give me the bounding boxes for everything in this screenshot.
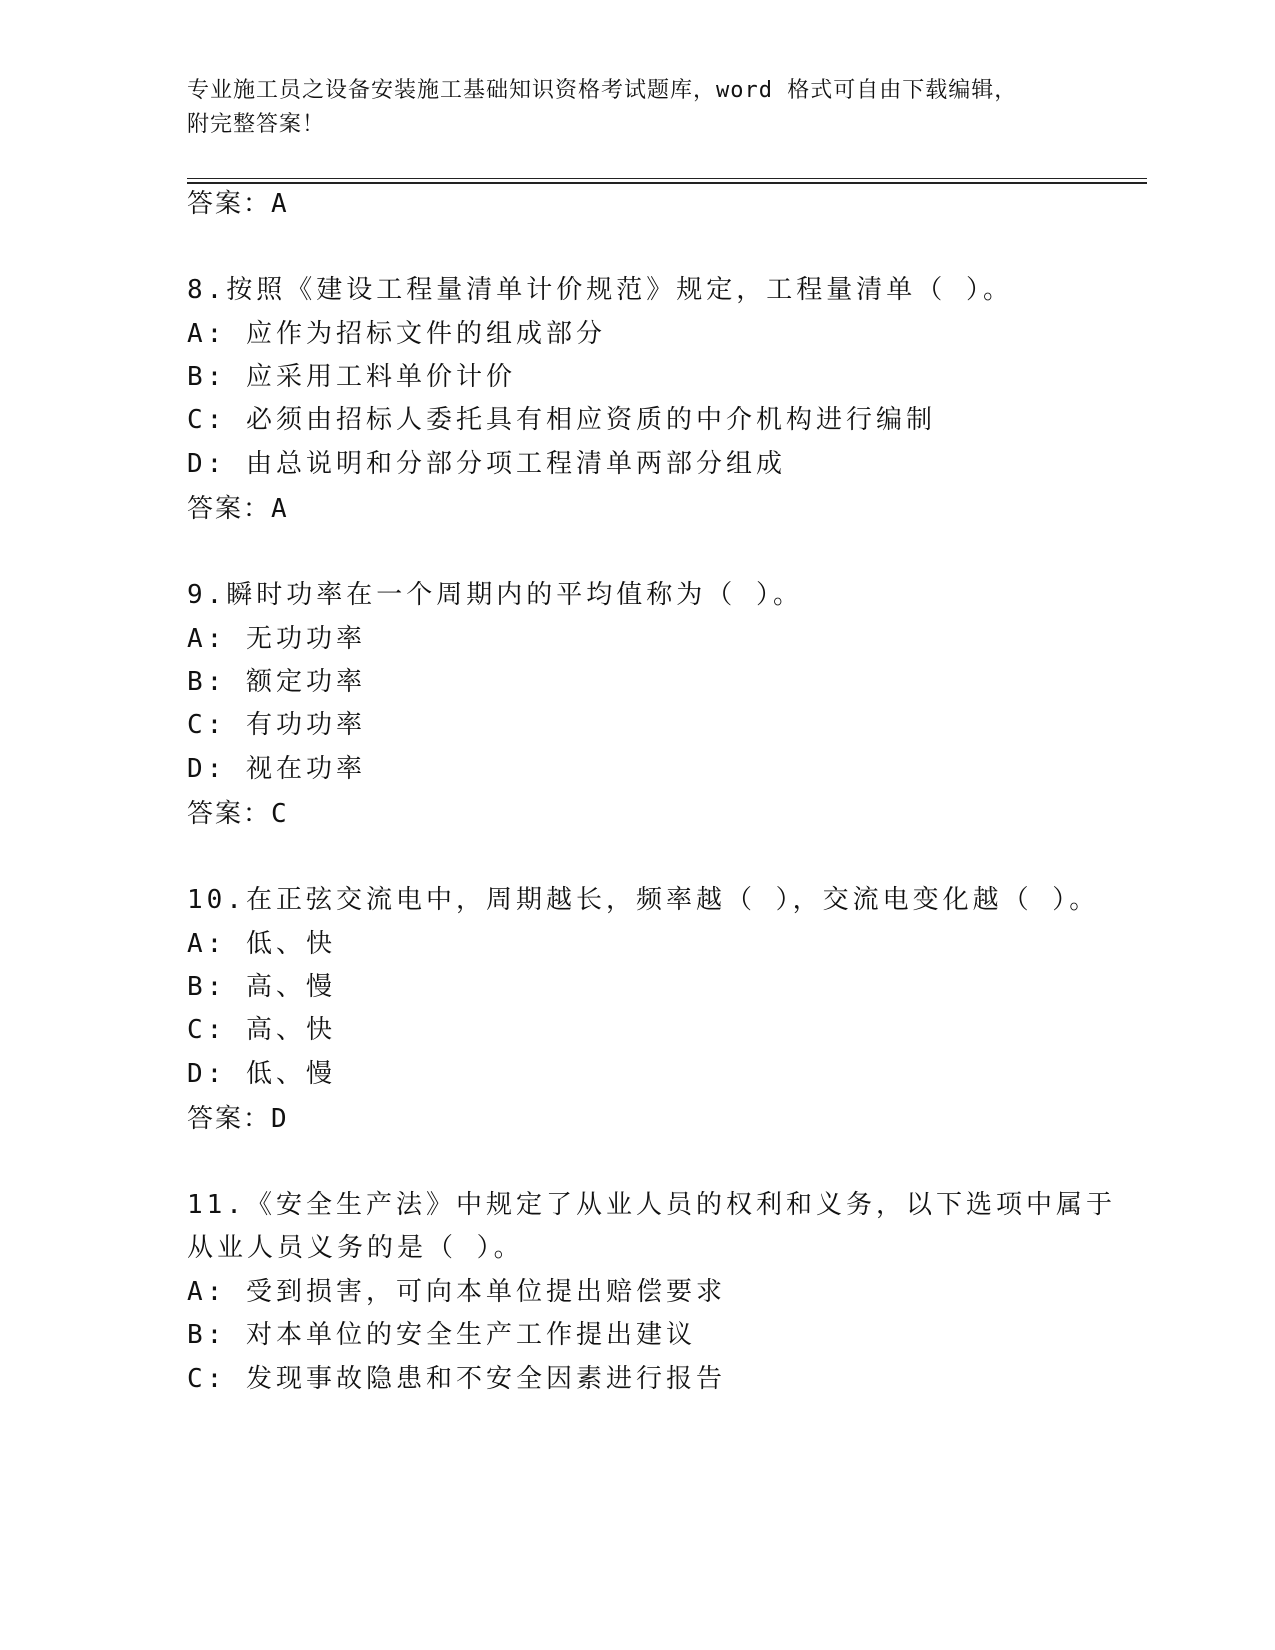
- question-8-option-d: D: 由总说明和分部分项工程清单两部分组成: [187, 449, 786, 479]
- question-8-answer: 答案：A: [187, 494, 289, 524]
- question-8-option-a: A: 应作为招标文件的组成部分: [187, 319, 606, 349]
- document-header: [187, 74, 1067, 142]
- question-10-option-b: B: 高、慢: [187, 972, 336, 1002]
- question-10-answer: 答案：D: [187, 1104, 289, 1134]
- question-11-stem-line-2: 从业人员义务的是（ ）。: [187, 1233, 524, 1263]
- header-divider-thin: [187, 178, 1147, 179]
- question-9-option-a: A: 无功功率: [187, 624, 366, 654]
- question-9-stem: 9.瞬时功率在一个周期内的平均值称为（ ）。: [187, 580, 803, 610]
- question-11-option-a: A: 受到损害，可向本单位提出赔偿要求: [187, 1277, 726, 1307]
- header-line-1: 专业施工员之设备安装施工基础知识资格考试题库，word 格式可自由下载编辑，: [187, 78, 1018, 103]
- question-8-option-c: C: 必须由招标人委托具有相应资质的中介机构进行编制: [187, 405, 936, 435]
- header-line-2: 附完整答案！: [187, 112, 326, 137]
- question-9-answer: 答案：C: [187, 799, 289, 829]
- question-10-option-a: A: 低、快: [187, 929, 336, 959]
- question-11-stem-line-1: 11.《安全生产法》中规定了从业人员的权利和义务，以下选项中属于: [187, 1190, 1116, 1220]
- question-9-option-d: D: 视在功率: [187, 754, 366, 784]
- question-11-option-b: B: 对本单位的安全生产工作提出建议: [187, 1320, 696, 1350]
- question-10-stem: 10.在正弦交流电中，周期越长，频率越（ ），交流电变化越（ ）。: [187, 885, 1100, 915]
- question-10-option-c: C: 高、快: [187, 1015, 336, 1045]
- header-divider-thick: [187, 182, 1147, 184]
- question-8-option-b: B: 应采用工料单价计价: [187, 362, 516, 392]
- question-9-option-c: C: 有功功率: [187, 710, 366, 740]
- question-11-option-c: C: 发现事故隐患和不安全因素进行报告: [187, 1364, 726, 1394]
- question-8-stem: 8.按照《建设工程量清单计价规范》规定，工程量清单（ ）。: [187, 275, 1013, 305]
- previous-answer: 答案：A: [187, 189, 289, 219]
- question-9-option-b: B: 额定功率: [187, 667, 366, 697]
- question-10-option-d: D: 低、慢: [187, 1059, 336, 1089]
